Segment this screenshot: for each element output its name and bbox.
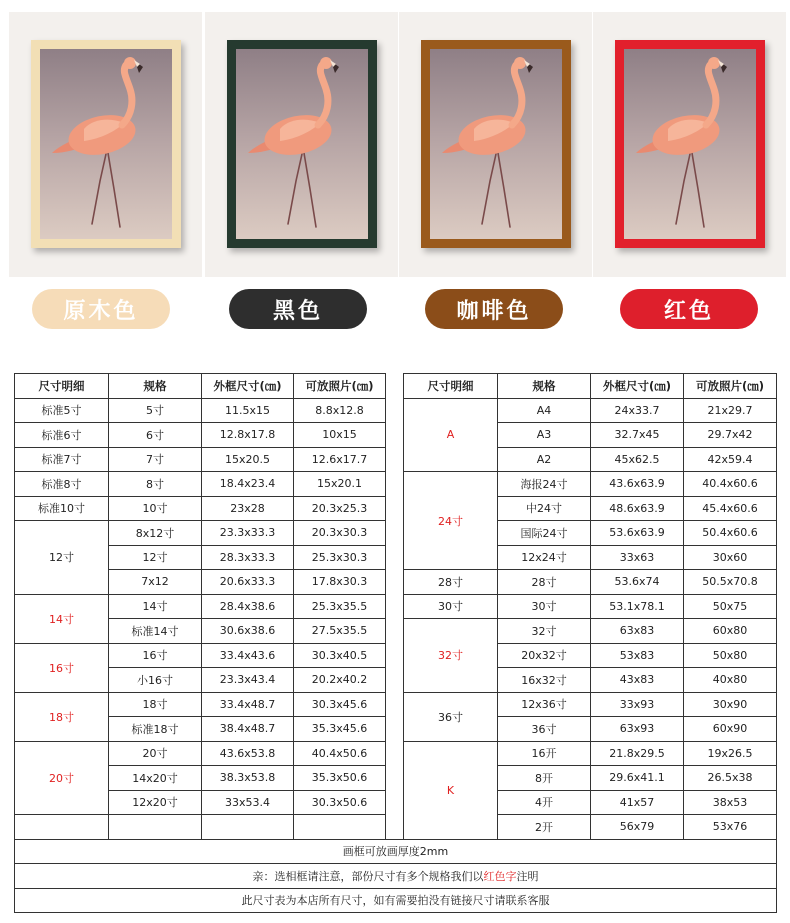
outer-size: 24x33.7 bbox=[591, 398, 684, 423]
outer-size: 63x93 bbox=[591, 717, 684, 742]
table-header-row bbox=[15, 374, 777, 399]
spec: 20寸 bbox=[109, 741, 202, 766]
photo-size: 30x90 bbox=[684, 692, 777, 717]
column-header: 尺寸明细 bbox=[404, 374, 498, 399]
spec: 16x32寸 bbox=[498, 668, 591, 693]
outer-size: 12.8x17.8 bbox=[202, 423, 294, 448]
outer-size: 28.3x33.3 bbox=[202, 545, 294, 570]
spec: A2 bbox=[498, 447, 591, 472]
photo-size: 50x75 bbox=[684, 594, 777, 619]
photo-size: 60x80 bbox=[684, 619, 777, 644]
outer-size: 33x63 bbox=[591, 545, 684, 570]
spec: 14寸 bbox=[109, 594, 202, 619]
outer-size: 53.6x74 bbox=[591, 570, 684, 595]
notice-text-end: 注明 bbox=[516, 869, 539, 883]
notice-text: 亲：选相框请注意，部份尺寸有多个规格我们以 bbox=[252, 869, 484, 883]
size-group-a: A bbox=[404, 398, 498, 472]
table-divider bbox=[386, 374, 404, 840]
outer-size: 33.4x48.7 bbox=[202, 692, 294, 717]
thickness-note: 画框可放画厚度2mm bbox=[15, 839, 777, 864]
outer-size: 28.4x38.6 bbox=[202, 594, 294, 619]
outer-size: 41x57 bbox=[591, 790, 684, 815]
spec: A3 bbox=[498, 423, 591, 448]
frame-swatch-natural bbox=[9, 12, 202, 277]
outer-size: 33x93 bbox=[591, 692, 684, 717]
color-option-natural[interactable]: 原木色 bbox=[32, 289, 170, 329]
column-header: 规格 bbox=[498, 374, 591, 399]
spec: A4 bbox=[498, 398, 591, 423]
column-header: 可放照片(㎝) bbox=[294, 374, 386, 399]
photo-size: 45.4x60.6 bbox=[684, 496, 777, 521]
flamingo-artwork bbox=[40, 49, 172, 239]
flamingo-artwork bbox=[430, 49, 562, 239]
spec: 16开 bbox=[498, 741, 591, 766]
spec: 30寸 bbox=[498, 594, 591, 619]
column-header: 规格 bbox=[109, 374, 202, 399]
photo-size: 20.2x40.2 bbox=[294, 668, 386, 693]
outer-size: 38.4x48.7 bbox=[202, 717, 294, 742]
outer-size: 43.6x53.8 bbox=[202, 741, 294, 766]
spec: 10寸 bbox=[109, 496, 202, 521]
note-row bbox=[15, 864, 777, 889]
photo-size: 25.3x30.3 bbox=[294, 545, 386, 570]
photo-size: 38x53 bbox=[684, 790, 777, 815]
picture-frame bbox=[615, 40, 765, 248]
frame-swatch-coffee bbox=[399, 12, 592, 277]
spec: 6寸 bbox=[109, 423, 202, 448]
size-group-24: 24寸 bbox=[404, 472, 498, 570]
color-option-coffee[interactable]: 咖啡色 bbox=[425, 289, 563, 329]
size-name: 标准6寸 bbox=[15, 423, 109, 448]
spec: 8x12寸 bbox=[109, 521, 202, 546]
notice-red-text: 红色字 bbox=[483, 869, 517, 883]
outer-size: 21.8x29.5 bbox=[591, 741, 684, 766]
photo-size: 19x26.5 bbox=[684, 741, 777, 766]
photo-size: 53x76 bbox=[684, 815, 777, 840]
photo-size: 35.3x45.6 bbox=[294, 717, 386, 742]
size-name: 28寸 bbox=[404, 570, 498, 595]
outer-size: 48.6x63.9 bbox=[591, 496, 684, 521]
photo-size: 30x60 bbox=[684, 545, 777, 570]
photo-size: 40.4x60.6 bbox=[684, 472, 777, 497]
photo-size: 30.3x45.6 bbox=[294, 692, 386, 717]
outer-size: 56x79 bbox=[591, 815, 684, 840]
spec: 小16寸 bbox=[109, 668, 202, 693]
spec: 7x12 bbox=[109, 570, 202, 595]
photo-size: 20.3x30.3 bbox=[294, 521, 386, 546]
picture-frame bbox=[227, 40, 377, 248]
spec: 7寸 bbox=[109, 447, 202, 472]
spec: 28寸 bbox=[498, 570, 591, 595]
outer-size: 43.6x63.9 bbox=[591, 472, 684, 497]
spec: 8寸 bbox=[109, 472, 202, 497]
picture-frame bbox=[31, 40, 181, 248]
photo-size: 50x80 bbox=[684, 643, 777, 668]
spec: 海报24寸 bbox=[498, 472, 591, 497]
photo-size: 60x90 bbox=[684, 717, 777, 742]
photo-size: 50.4x60.6 bbox=[684, 521, 777, 546]
photo-size: 8.8x12.8 bbox=[294, 398, 386, 423]
photo-size: 15x20.1 bbox=[294, 472, 386, 497]
size-name: 标准8寸 bbox=[15, 472, 109, 497]
photo-size: 40.4x50.6 bbox=[294, 741, 386, 766]
spec: 36寸 bbox=[498, 717, 591, 742]
size-name: 标准10寸 bbox=[15, 496, 109, 521]
spec: 中24寸 bbox=[498, 496, 591, 521]
spec: 14x20寸 bbox=[109, 766, 202, 791]
photo-size: 30.3x40.5 bbox=[294, 643, 386, 668]
spec: 12x20寸 bbox=[109, 790, 202, 815]
column-header: 外框尺寸(㎝) bbox=[202, 374, 294, 399]
spec: 20x32寸 bbox=[498, 643, 591, 668]
outer-size: 23.3x33.3 bbox=[202, 521, 294, 546]
size-group-18: 18寸 bbox=[15, 692, 109, 741]
empty-cell bbox=[15, 815, 109, 840]
empty-cell bbox=[202, 815, 294, 840]
size-name: 30寸 bbox=[404, 594, 498, 619]
size-notice bbox=[15, 864, 777, 889]
outer-size: 20.6x33.3 bbox=[202, 570, 294, 595]
size-group-12: 12寸 bbox=[15, 521, 109, 595]
outer-size: 33.4x43.6 bbox=[202, 643, 294, 668]
size-group-16: 16寸 bbox=[15, 643, 109, 692]
color-option-black[interactable]: 黑色 bbox=[229, 289, 367, 329]
size-group-k: K bbox=[404, 741, 498, 839]
photo-size: 25.3x35.5 bbox=[294, 594, 386, 619]
photo-size: 20.3x25.3 bbox=[294, 496, 386, 521]
size-group-32: 32寸 bbox=[404, 619, 498, 693]
note-row bbox=[15, 888, 777, 913]
photo-size: 29.7x42 bbox=[684, 423, 777, 448]
spec: 国际24寸 bbox=[498, 521, 591, 546]
empty-cell bbox=[109, 815, 202, 840]
spec: 2开 bbox=[498, 815, 591, 840]
size-name: 标准5寸 bbox=[15, 398, 109, 423]
photo-size: 26.5x38 bbox=[684, 766, 777, 791]
outer-size: 30.6x38.6 bbox=[202, 619, 294, 644]
outer-size: 33x53.4 bbox=[202, 790, 294, 815]
column-header: 尺寸明细 bbox=[15, 374, 109, 399]
footer-note: 此尺寸表为本店所有尺寸，如有需要拍没有链接尺寸请联系客服 bbox=[15, 888, 777, 913]
photo-size: 35.3x50.6 bbox=[294, 766, 386, 791]
outer-size: 53x83 bbox=[591, 643, 684, 668]
photo-size: 10x15 bbox=[294, 423, 386, 448]
flamingo-artwork bbox=[624, 49, 756, 239]
spec: 12x24寸 bbox=[498, 545, 591, 570]
spec: 5寸 bbox=[109, 398, 202, 423]
outer-size: 43x83 bbox=[591, 668, 684, 693]
spec: 12x36寸 bbox=[498, 692, 591, 717]
photo-size: 12.6x17.7 bbox=[294, 447, 386, 472]
spec: 8开 bbox=[498, 766, 591, 791]
picture-frame bbox=[421, 40, 571, 248]
empty-cell bbox=[294, 815, 386, 840]
spec: 18寸 bbox=[109, 692, 202, 717]
size-name: 标准7寸 bbox=[15, 447, 109, 472]
photo-size: 21x29.7 bbox=[684, 398, 777, 423]
outer-size: 23.3x43.4 bbox=[202, 668, 294, 693]
photo-size: 42x59.4 bbox=[684, 447, 777, 472]
outer-size: 29.6x41.1 bbox=[591, 766, 684, 791]
outer-size: 38.3x53.8 bbox=[202, 766, 294, 791]
spec: 32寸 bbox=[498, 619, 591, 644]
color-option-red[interactable]: 红色 bbox=[620, 289, 758, 329]
photo-size: 50.5x70.8 bbox=[684, 570, 777, 595]
outer-size: 23x28 bbox=[202, 496, 294, 521]
outer-size: 18.4x23.4 bbox=[202, 472, 294, 497]
size-chart-table bbox=[14, 373, 777, 913]
photo-size: 40x80 bbox=[684, 668, 777, 693]
flamingo-artwork bbox=[236, 49, 368, 239]
note-row bbox=[15, 839, 777, 864]
outer-size: 53.1x78.1 bbox=[591, 594, 684, 619]
column-header: 可放照片(㎝) bbox=[684, 374, 777, 399]
size-group-36: 36寸 bbox=[404, 692, 498, 741]
outer-size: 32.7x45 bbox=[591, 423, 684, 448]
outer-size: 63x83 bbox=[591, 619, 684, 644]
spec: 标准18寸 bbox=[109, 717, 202, 742]
spec: 16寸 bbox=[109, 643, 202, 668]
photo-size: 27.5x35.5 bbox=[294, 619, 386, 644]
size-group-20: 20寸 bbox=[15, 741, 109, 815]
spec: 4开 bbox=[498, 790, 591, 815]
frame-swatch-black bbox=[205, 12, 398, 277]
spec: 12寸 bbox=[109, 545, 202, 570]
outer-size: 11.5x15 bbox=[202, 398, 294, 423]
column-header: 外框尺寸(㎝) bbox=[591, 374, 684, 399]
photo-size: 30.3x50.6 bbox=[294, 790, 386, 815]
photo-size: 17.8x30.3 bbox=[294, 570, 386, 595]
outer-size: 45x62.5 bbox=[591, 447, 684, 472]
outer-size: 15x20.5 bbox=[202, 447, 294, 472]
spec: 标准14寸 bbox=[109, 619, 202, 644]
frame-swatch-red bbox=[593, 12, 786, 277]
size-group-14: 14寸 bbox=[15, 594, 109, 643]
outer-size: 53.6x63.9 bbox=[591, 521, 684, 546]
